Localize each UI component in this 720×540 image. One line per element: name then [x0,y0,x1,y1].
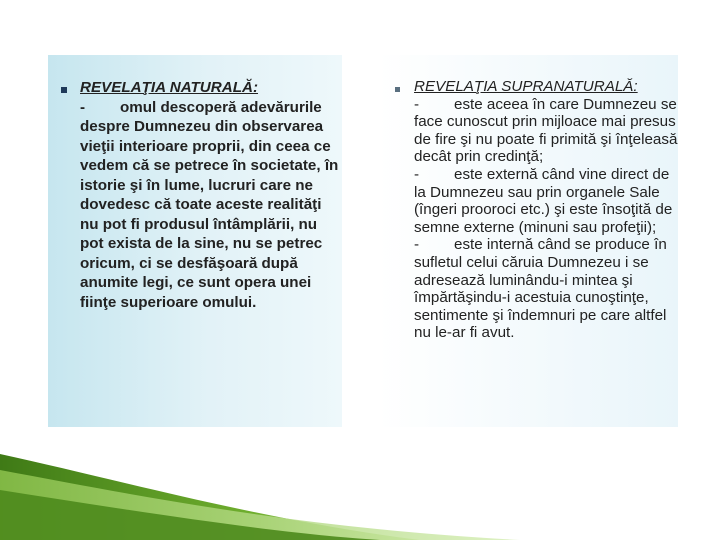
supernatural-revelation-heading: REVELAŢIA SUPRANATURALĂ: [414,78,638,95]
supernatural-revelation-block [414,78,682,342]
supernatural-paragraph-2: - este externă când vine direct de la Dumnezeu sau prin organele Sale (îngeri prooroci etc.) şi este însoţită de semne externe (minuni sau profeţii); [414,165,673,236]
right-bullet-icon [395,87,400,92]
left-bullet-icon [61,87,67,93]
supernatural-paragraph-3: - este internă când se produce în sufletul celui căruia Dumnezeu i se adresează luminându-i mintea şi împărtăşindu-i acestuia cunoştinţe, sentimente şi îndemnuri pe care altfel nu le-ar fi avut. [414,236,667,342]
natural-revelation-heading: REVELAŢIA NATURALĂ: [80,79,259,96]
supernatural-paragraph-1: - este aceea în care Dumnezeu se face cunoscut prin mijloace mai presus de fire şi nu poate fi primită şi înţeleasă decât prin credinţă; [414,95,678,166]
dash-marker: - [414,95,420,113]
natural-revelation-block [80,78,340,312]
dash-marker: - [80,98,86,116]
dash-marker: - [414,236,420,254]
decorative-green-wave [0,450,720,540]
dash-marker: - [414,165,420,183]
natural-revelation-paragraph: - omul descoperă adevărurile despre Dumnezeu din observarea vieţii interioare proprii, din ceea ce vedem că se petrece în societate, în istorie şi în lume, lucruri care ne dovedesc că toate aceste realităţi nu pot fi produsul întâmplării, nu pot exista de la sine, nu se petrec oricum, ci se desfăşoară după anumite legi, ce sunt opera unei fiinţe superioare omului. [80,98,339,311]
